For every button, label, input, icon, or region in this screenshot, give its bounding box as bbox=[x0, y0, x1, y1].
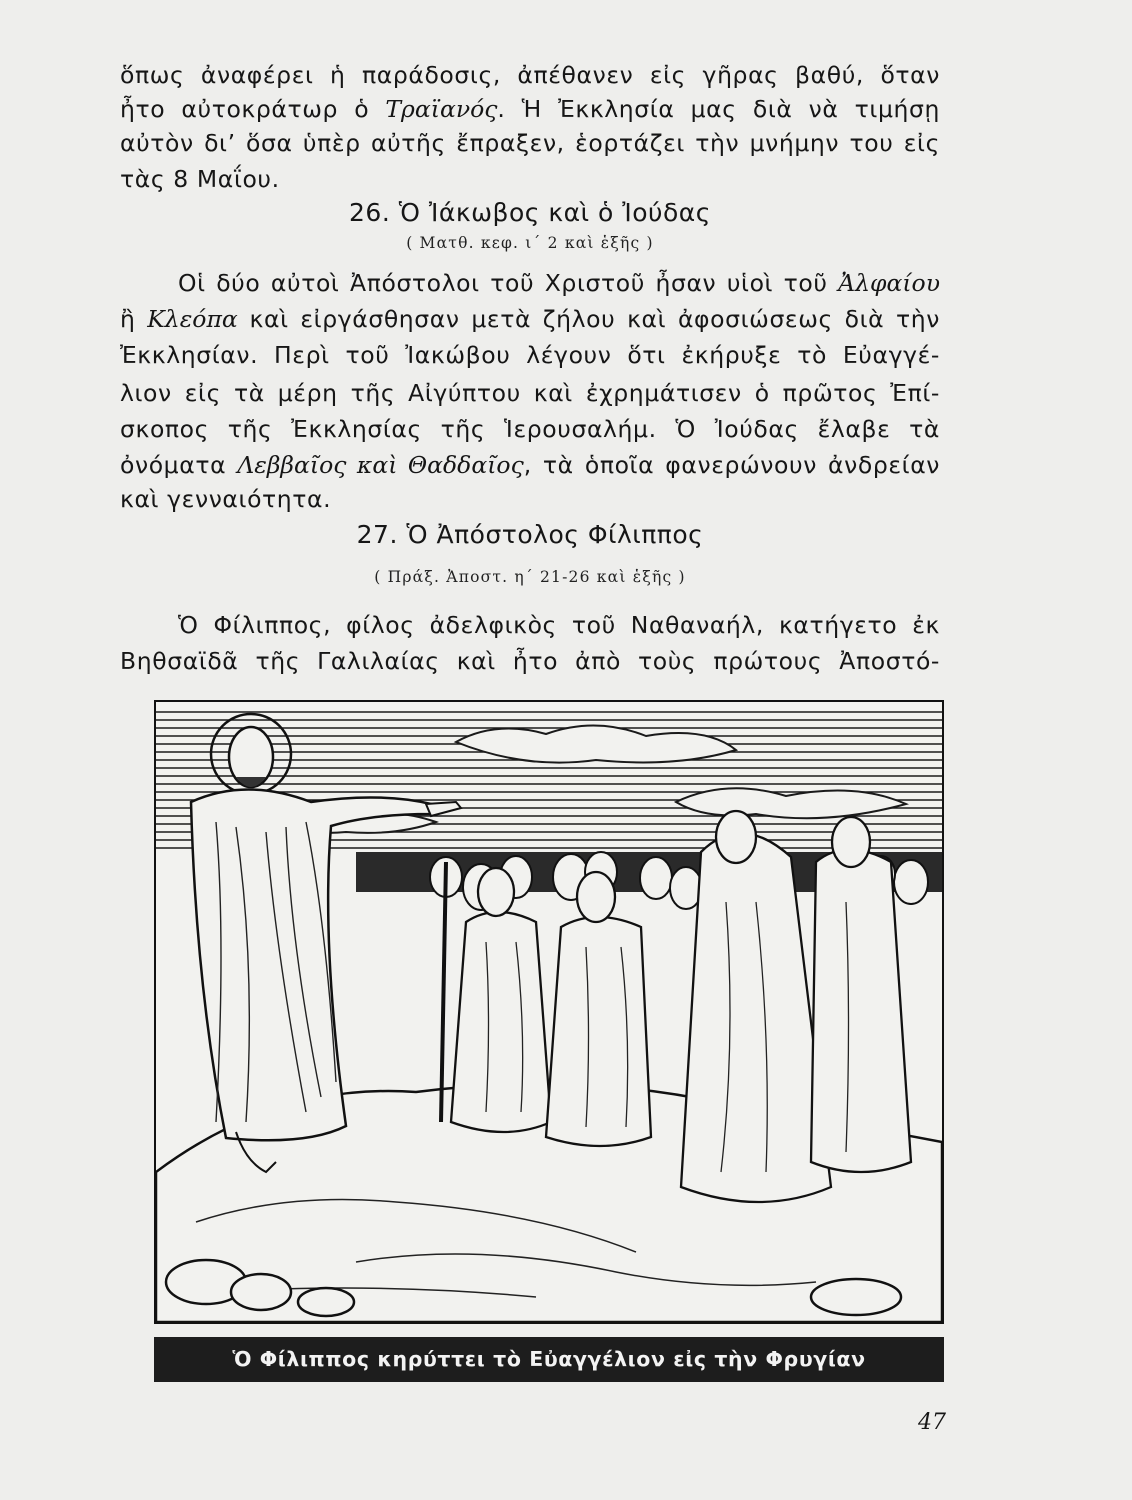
text-line: Ὁ Φίλιππος, φίλος ἀδελφικὸς τοῦ Ναθαναήλ, κατήγετο ἐκ bbox=[178, 611, 940, 639]
scripture-reference-27: ( Πράξ. Ἀποστ. η΄ 21-26 καὶ ἑξῆς ) bbox=[374, 568, 686, 586]
text-line bbox=[120, 448, 940, 482]
text-line: λιον εἰς τὰ μέρη τῆς Αἰγύπτου καὶ ἐχρημάτισεν ὁ πρῶτος Ἐπί- bbox=[120, 379, 940, 407]
text-line bbox=[120, 302, 940, 336]
text-fragment: . Ἡ Ἐκκλησία μας διὰ νὰ τιμήσῃ bbox=[497, 95, 940, 123]
page-number: 47 bbox=[918, 1410, 946, 1435]
illustration-philip-preaching bbox=[154, 700, 944, 1324]
illustration-caption: Ὁ Φίλιππος κηρύττει τὸ Εὐαγγέλιον εἰς τὴν Φρυγίαν bbox=[154, 1337, 944, 1382]
pointing-hand bbox=[426, 802, 461, 816]
text-line: ὅπως ἀναφέρει ἡ παράδοσις, ἀπέθανεν εἰς γῆρας βαθύ, ὅταν bbox=[120, 61, 940, 89]
text-fragment: ἦτο αὐτοκράτωρ ὁ bbox=[120, 95, 386, 123]
scripture-reference-26: ( Ματθ. κεφ. ι΄ 2 καὶ ἑξῆς ) bbox=[406, 234, 654, 252]
section-heading-26: 26. Ὁ Ἰάκωβος καὶ ὁ Ἰούδας bbox=[349, 198, 711, 227]
italic-names: Λεββαῖος καὶ Θαδδαῖος bbox=[237, 451, 524, 479]
italic-name: Κλεόπα bbox=[147, 305, 238, 333]
text-fragment: , τὰ ὁποῖα φανερώνουν ἀνδρείαν bbox=[523, 451, 941, 479]
text-line bbox=[120, 92, 940, 126]
text-line: Ἐκκλησίαν. Περὶ τοῦ Ἰακώβου λέγουν ὅτι ἐκήρυξε τὸ Εὐαγγέ- bbox=[120, 341, 940, 369]
illustration-drawing bbox=[156, 702, 942, 1322]
text-line: Βηθσαϊδᾶ τῆς Γαλιλαίας καὶ ἦτο ἀπὸ τοὺς πρώτους Ἀποστό- bbox=[120, 647, 940, 675]
text-fragment: καὶ εἰργάσθησαν μετὰ ζήλου καὶ ἀφοσιώσεως διὰ τὴν bbox=[237, 305, 940, 333]
text-line: τὰς 8 Μαΐου. bbox=[120, 165, 280, 193]
text-line bbox=[178, 266, 940, 300]
text-line: σκοπος τῆς Ἐκκλησίας τῆς Ἱερουσαλήμ. Ὁ Ἰούδας ἔλαβε τὰ bbox=[120, 415, 940, 443]
italic-name: Τραϊανός bbox=[385, 95, 498, 123]
text-line: καὶ γενναιότητα. bbox=[120, 485, 332, 513]
section-heading-27: 27. Ὁ Ἀπόστολος Φίλιππος bbox=[356, 520, 704, 549]
text-line: αὐτὸν δι’ ὅσα ὑπὲρ αὐτῆς ἔπραξεν, ἑορτάζει τὴν μνήμην του εἰς bbox=[120, 129, 940, 157]
text-fragment: ἢ bbox=[120, 305, 148, 333]
staff bbox=[441, 862, 446, 1122]
italic-name: Ἀλφαίου bbox=[838, 269, 940, 297]
text-fragment: ὀνόματα bbox=[120, 451, 238, 479]
text-fragment: Οἱ δύο αὐτοὶ Ἀπόστολοι τοῦ Χριστοῦ ἦσαν υἱοὶ τοῦ bbox=[178, 269, 839, 297]
